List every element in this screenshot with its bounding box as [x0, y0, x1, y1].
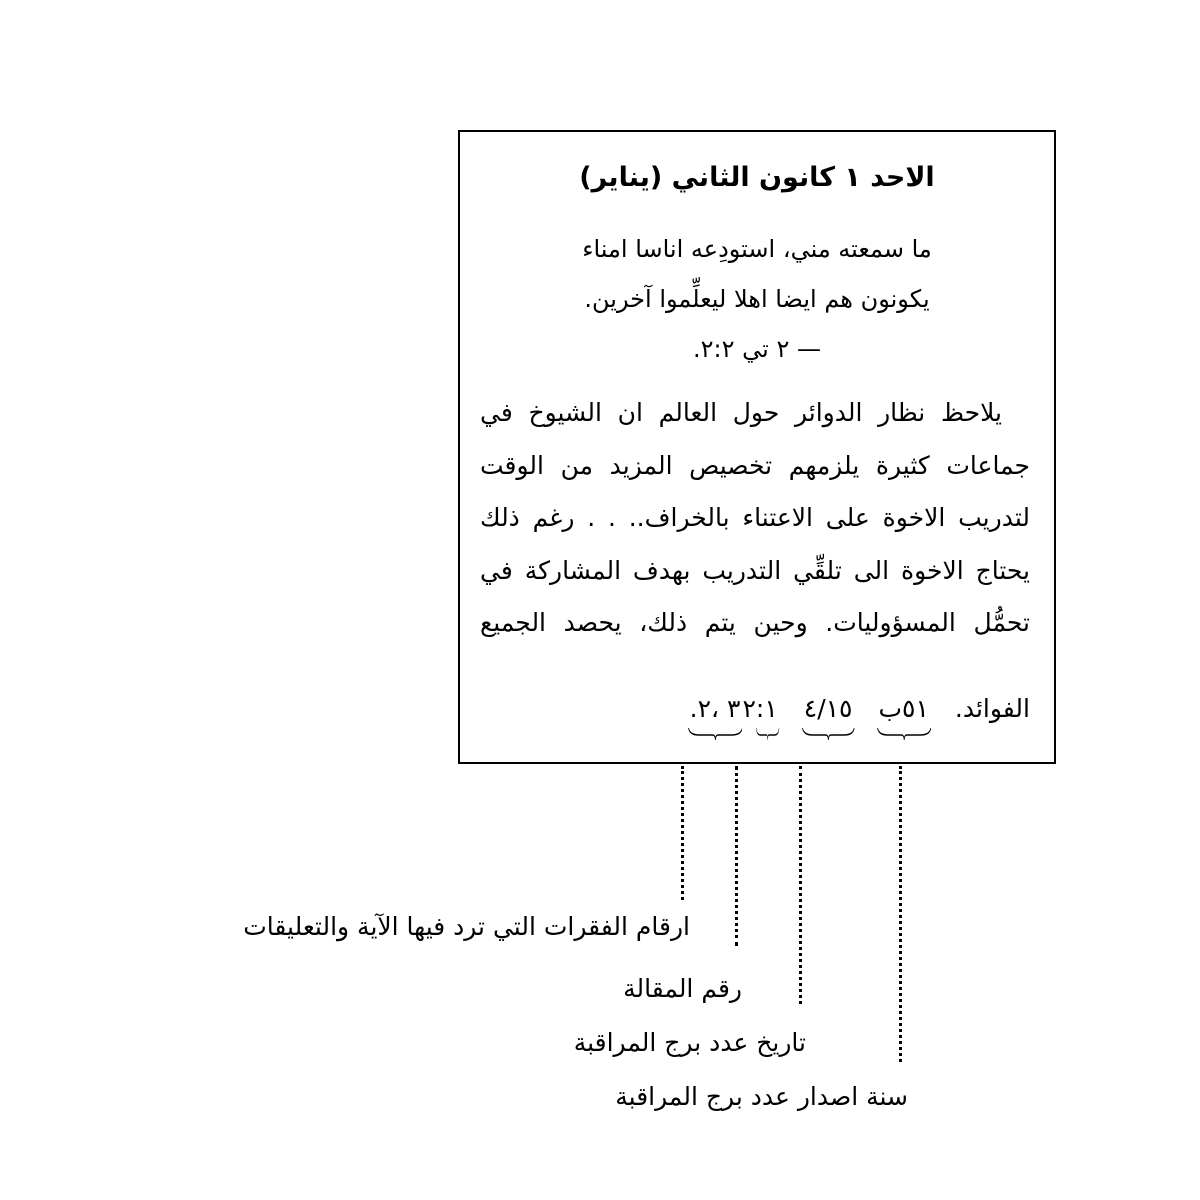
ref-article-paragraphs: [690, 683, 778, 735]
label-date: تاريخ عدد برج المراقبة: [573, 1028, 806, 1057]
ref-date: ٤/١٥: [804, 683, 853, 735]
label-year: سنة اصدار عدد برج المراقبة: [615, 1082, 908, 1111]
ref-year: ب٥١: [879, 683, 929, 735]
date-heading: الاحد ١ كانون الثاني (يناير): [579, 162, 935, 193]
brace-paragraphs: [688, 727, 743, 741]
leader-line-paragraphs: [681, 766, 684, 900]
leader-line-year: [899, 766, 902, 1062]
leader-line-article: [735, 766, 738, 946]
brace-year: [877, 727, 931, 741]
comment-text: يلاحظ نظار الدوائر حول العالم ان الشيوخ في جماعات كثيرة يلزمهم تخصيص المزيد من الوقت لتدريب الاخوة على الاعتناء بالخراف.. . . رغم ذلك يحتاج الاخوة الى تلقِّي التدريب بهدف المشاركة في تحمُّل المسؤوليات. وحين يتم ذلك، يحصد الجميع: [480, 398, 1030, 637]
leader-line-date: [799, 766, 802, 1004]
quote-citation: — ٢ تي ٢:٢.: [693, 335, 821, 363]
ref-article: ٢:١: [742, 683, 777, 735]
ref-paragraphs: .٣ ،٢: [690, 683, 741, 735]
quote-line: ما سمعته مني، استودِعه اناسا امناء: [582, 235, 932, 263]
scripture-quote: [480, 224, 1034, 374]
daily-text-box: [458, 130, 1056, 764]
brace-article: [756, 727, 779, 741]
quote-line: يكونون هم ايضا اهلا ليعلِّموا آخرين.: [584, 285, 930, 313]
last-word: الفوائد.: [954, 694, 1030, 723]
reference-line: [640, 683, 1030, 735]
label-article: رقم المقالة: [623, 974, 742, 1003]
label-paragraphs: ارقام الفقرات التي ترد فيها الآية والتعليقات: [243, 912, 690, 941]
comment-paragraph: [480, 387, 1030, 650]
brace-date: [802, 727, 855, 741]
